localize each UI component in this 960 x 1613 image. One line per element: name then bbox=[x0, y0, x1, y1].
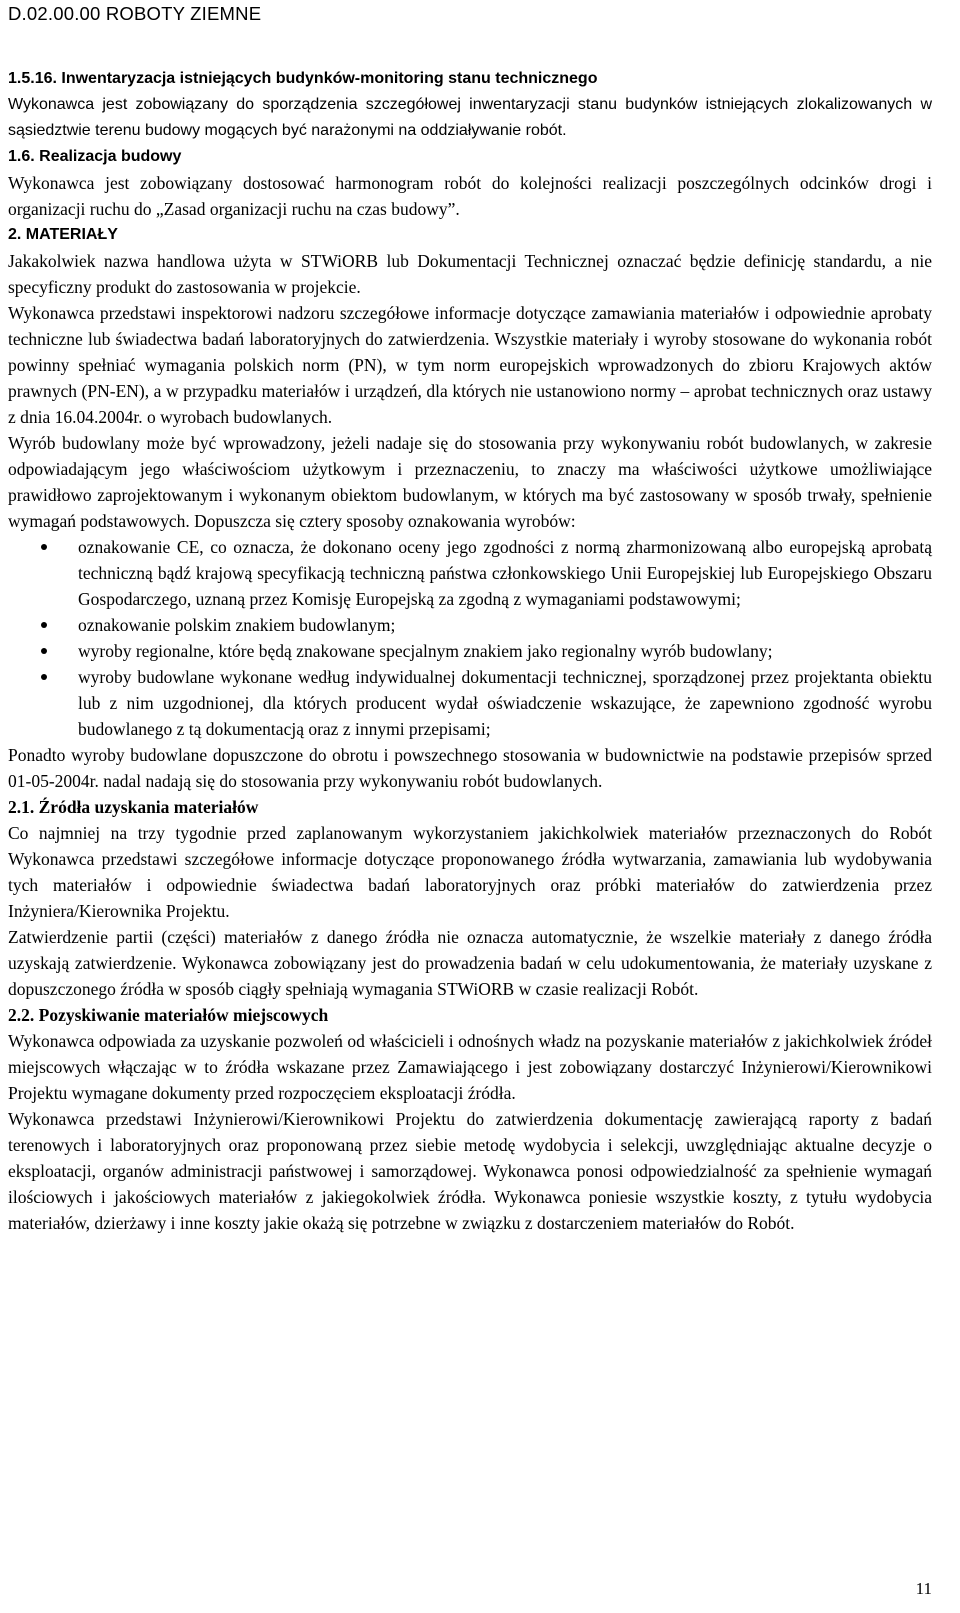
paragraph-pozyskiwanie-1: Wykonawca odpowiada za uzyskanie pozwoleń od właścicieli i odnośnych władz na pozyskanie materiałów z jakichkolwiek źródeł miejscowych włączając w to źródła wskazane przez Zamawiającego i jest zobowiązany dostarczyć Inżynierowi/Kierownikowi Projektu wymagane dokumenty przed rozpoczęciem eksploatacji źródła. bbox=[8, 1031, 932, 1103]
list-item bbox=[8, 638, 932, 664]
section-heading-1-6: 1.6. Realizacja budowy bbox=[8, 148, 182, 165]
page-number: 11 bbox=[915, 1579, 932, 1598]
document-header: D.02.00.00 ROBOTY ZIEMNE bbox=[8, 3, 262, 24]
list-item bbox=[8, 664, 932, 742]
list-item-text: wyroby budowlane wykonane według indywidualnej dokumentacji technicznej, sporządzonej przez projektanta obiektu lub z nim uzgodnionej, dla których producent wydał oświadczenie wskazujące, że zapewniono zgodność wyrobu budowlanego z tą dokumentacją oraz z innymi przepisami; bbox=[78, 667, 932, 739]
bullet-icon bbox=[41, 648, 47, 654]
document-body bbox=[8, 66, 932, 1236]
paragraph-inwentaryzacja: Wykonawca jest zobowiązany do sporządzenia szczegółowej inwentaryzacji stanu budynków istniejących zlokalizowanych w sąsiedztwie terenu budowy mogących być narażonymi na oddziaływanie robót. bbox=[8, 96, 932, 139]
list-item bbox=[8, 612, 932, 638]
bullet-icon bbox=[41, 622, 47, 628]
section-heading-1-5-16: 1.5.16. Inwentaryzacja istniejących budynków-monitoring stanu technicznego bbox=[8, 70, 598, 87]
paragraph-realizacja: Wykonawca jest zobowiązany dostosować harmonogram robót do kolejności realizacji poszczególnych odcinków drogi i organizacji ruchu do „Zasad organizacji ruchu na czas budowy”. bbox=[8, 173, 932, 219]
list-item-text: oznakowanie polskim znakiem budowlanym; bbox=[78, 615, 396, 635]
section-heading-2: 2. MATERIAŁY bbox=[8, 226, 118, 243]
paragraph-materialy-3: Wyrób budowlany może być wprowadzony, jeżeli nadaje się do stosowania przy wykonywaniu robót budowlanych, w zakresie odpowiadającym jego właściwościom użytkowym i przeznaczeniu, to znaczy ma właściwości użytkowe umożliwiające prawidłowo zaprojektowanym i wykonanym obiektom budowlanym, w których ma być zastosowany w sposób trwały, spełnienie wymagań podstawowych. Dopuszcza się cztery sposoby oznakowania wyrobów: bbox=[8, 433, 932, 531]
paragraph-pozyskiwanie-2: Wykonawca przedstawi Inżynierowi/Kierownikowi Projektu do zatwierdzenia dokumentację zawierającą raporty z badań terenowych i laboratoryjnych oraz proponowaną przez siebie metodę wydobycia i selekcji, uwzględniając aktualne decyzje o eksploatacji, organów administracji państwowej i samorządowej. Wykonawca ponosi odpowiedzialność za spełnienie wymagań ilościowych i jakościowych materiałów z jakiegokolwiek źródła. Wykonawca poniesie wszystkie koszty, z tytułu wydobycia materiałów, dzierżawy i inne koszty jakie okażą się potrzebne w związku z dostarczeniem materiałów do Robót. bbox=[8, 1109, 932, 1233]
paragraph-materialy-1: Jakakolwiek nazwa handlowa użyta w STWiORB lub Dokumentacji Technicznej oznaczać będzie definicję standardu, a nie specyficzny produkt do zastosowania w projekcie. bbox=[8, 251, 932, 297]
list-item-text: oznakowanie CE, co oznacza, że dokonano oceny jego zgodności z normą zharmonizowaną albo europejską aprobatą techniczną bądź krajową specyfikacją techniczną państwa członkowskiego Unii Europejskiej lub Europejskiego Obszaru Gospodarczego, uznaną przez Komisję Europejską za zgodną z wymaganiami podstawowymi; bbox=[78, 537, 932, 609]
section-heading-2-2: 2.2. Pozyskiwanie materiałów miejscowych bbox=[8, 1005, 329, 1025]
paragraph-zrodla-1: Co najmniej na trzy tygodnie przed zaplanowanym wykorzystaniem jakichkolwiek materiałów przeznaczonych do Robót Wykonawca przedstawi szczegółowe informacje dotyczące proponowanego źródła wytwarzania, zamawiania lub wydobywania tych materiałów i odpowiednie świadectwa badań laboratoryjnych oraz próbki materiałów do zatwierdzenia przez Inżyniera/Kierownika Projektu. bbox=[8, 823, 932, 921]
paragraph-materialy-2: Wykonawca przedstawi inspektorowi nadzoru szczegółowe informacje dotyczące zamawiania materiałów i odpowiednie aprobaty techniczne lub świadectwa badań laboratoryjnych do zatwierdzenia. Wszystkie materiały i wyroby stosowane do wykonania robót powinny spełniać wymagania polskich norm (PN), w tym norm europejskich wprowadzonych do zbioru Krajowych aktów prawnych (PN-EN), a w przypadku materiałów i urządzeń, dla których nie ustanowiono normy – aprobat technicznych oraz ustawy z dnia 16.04.2004r. o wyrobach budowlanych. bbox=[8, 303, 932, 427]
list-item-text: wyroby regionalne, które będą znakowane specjalnym znakiem jako regionalny wyrób budowlany; bbox=[78, 641, 773, 661]
paragraph-materialy-4: Ponadto wyroby budowlane dopuszczone do obrotu i powszechnego stosowania w budownictwie na podstawie przepisów sprzed 01-05-2004r. nadal nadają się do stosowania przy wykonywaniu robót budowlanych. bbox=[8, 745, 932, 791]
bullet-icon bbox=[41, 544, 47, 550]
marking-methods-list bbox=[8, 534, 932, 742]
section-heading-2-1: 2.1. Źródła uzyskania materiałów bbox=[8, 797, 259, 817]
list-item bbox=[8, 534, 932, 612]
paragraph-zrodla-2: Zatwierdzenie partii (części) materiałów z danego źródła nie oznacza automatycznie, że wszelkie materiały z danego źródła uzyskają zatwierdzenie. Wykonawca zobowiązany jest do prowadzenia badań w celu udokumentowania, że materiały uzyskane z dopuszczonego źródła w sposób ciągły spełniają wymagania STWiORB w czasie realizacji Robót. bbox=[8, 927, 932, 999]
bullet-icon bbox=[41, 674, 47, 680]
